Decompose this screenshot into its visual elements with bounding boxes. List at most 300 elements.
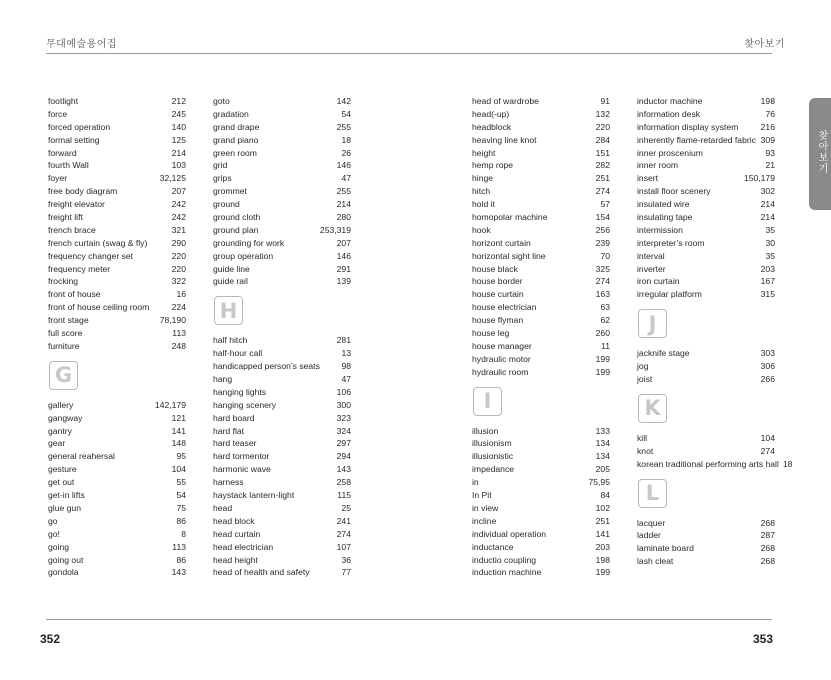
index-entry xyxy=(213,198,351,211)
entry-page: 141 xyxy=(595,528,610,539)
index-entry xyxy=(48,476,186,489)
index-entry xyxy=(48,121,186,134)
index-entry xyxy=(637,224,775,237)
index-entry xyxy=(48,301,186,314)
index-entry xyxy=(213,399,351,412)
index-entry xyxy=(637,95,775,108)
entry-term: going out xyxy=(48,554,84,565)
entry-term: house leg xyxy=(472,328,510,339)
entry-term: illusionism xyxy=(472,438,512,449)
entry-term: jacknife stage xyxy=(637,348,690,359)
entry-term: hanging lights xyxy=(213,386,267,397)
entry-term: illusion xyxy=(472,425,499,436)
entry-term: frequency changer set xyxy=(48,250,134,261)
index-entry xyxy=(213,360,351,373)
entry-page: 57 xyxy=(600,199,610,210)
index-entry xyxy=(213,515,351,528)
index-entry xyxy=(637,108,775,121)
index-entry xyxy=(48,450,186,463)
index-entry xyxy=(213,528,351,541)
entry-term: head of wardrobe xyxy=(472,96,539,106)
entry-term: insulating tape xyxy=(637,212,693,223)
entry-term: hard tormentor xyxy=(213,451,270,462)
index-entry xyxy=(213,437,351,450)
entry-term: hinge xyxy=(472,173,494,184)
entry-page: 98 xyxy=(341,361,351,372)
index-entry xyxy=(637,445,775,458)
entry-page: 214 xyxy=(760,199,775,210)
index-entry xyxy=(472,489,610,502)
index-entry xyxy=(637,147,775,160)
entry-term: incline xyxy=(472,515,497,526)
entry-page: 245 xyxy=(171,108,186,119)
index-entry xyxy=(637,159,775,172)
entry-page: 78,190 xyxy=(159,315,186,326)
index-entry xyxy=(472,237,610,250)
entry-page: 102 xyxy=(595,502,610,513)
entry-term: footlight xyxy=(48,96,79,106)
index-entry xyxy=(213,347,351,360)
index-entry xyxy=(472,288,610,301)
index-entry xyxy=(213,463,351,476)
entry-page: 163 xyxy=(595,289,610,300)
index-entry xyxy=(637,517,775,530)
entry-term: ground cloth xyxy=(213,212,261,223)
entry-term: hook xyxy=(472,224,491,235)
index-entry xyxy=(213,250,351,263)
index-entry xyxy=(48,224,186,237)
index-entry xyxy=(48,159,186,172)
index-entry xyxy=(472,198,610,211)
index-entry xyxy=(213,541,351,554)
entry-page: 282 xyxy=(595,160,610,171)
index-entry xyxy=(637,172,775,185)
entry-page: 93 xyxy=(765,147,775,158)
entry-page: 47 xyxy=(341,374,351,385)
index-entry xyxy=(472,353,610,366)
index-entry xyxy=(472,463,610,476)
entry-term: green room xyxy=(213,147,257,158)
entry-page: 274 xyxy=(595,276,610,287)
entry-page: 321 xyxy=(171,224,186,235)
entry-page: 121 xyxy=(171,412,186,423)
entry-term: gear xyxy=(48,438,66,449)
entry-page: 154 xyxy=(595,212,610,223)
entry-term: inherently flame-retarded fabric xyxy=(637,134,756,145)
entry-page: 84 xyxy=(600,490,610,501)
index-entry xyxy=(213,224,351,237)
entry-page: 205 xyxy=(595,464,610,475)
index-entry xyxy=(213,95,351,108)
entry-page: 207 xyxy=(171,186,186,197)
index-entry xyxy=(472,159,610,172)
section-letter-l: L xyxy=(638,479,667,508)
entry-term: hard teaser xyxy=(213,438,257,449)
entry-term: korean traditional performing arts hall xyxy=(637,458,779,469)
entry-page: 309 xyxy=(760,134,775,145)
entry-page: 76 xyxy=(765,108,775,119)
entry-page: 268 xyxy=(760,556,775,567)
index-entry xyxy=(637,373,775,386)
entry-term: knot xyxy=(637,445,654,456)
entry-page: 36 xyxy=(341,554,351,565)
entry-page: 258 xyxy=(336,477,351,488)
index-entry xyxy=(637,555,775,568)
index-entry xyxy=(472,515,610,528)
index-column-1 xyxy=(48,95,186,579)
index-entry xyxy=(213,172,351,185)
index-entry xyxy=(48,541,186,554)
entry-page: 113 xyxy=(172,541,186,552)
entry-page: 142 xyxy=(336,96,351,106)
entry-term: hanging scenery xyxy=(213,399,277,410)
entry-page: 167 xyxy=(760,276,775,287)
index-entry xyxy=(48,502,186,515)
entry-term: inductance xyxy=(472,541,514,552)
index-column-3 xyxy=(472,95,610,579)
entry-page: 203 xyxy=(595,541,610,552)
entry-term: horizont curtain xyxy=(472,237,531,248)
entry-term: ladder xyxy=(637,530,661,541)
entry-term: head curtain xyxy=(213,528,261,539)
index-entry xyxy=(637,432,775,445)
page-number-left: 352 xyxy=(40,632,61,646)
index-entry xyxy=(48,108,186,121)
entry-term: height xyxy=(472,147,496,158)
entry-term: house curtain xyxy=(472,289,524,300)
index-entry xyxy=(637,347,775,360)
entry-term: house black xyxy=(472,263,518,274)
entry-term: gradation xyxy=(213,108,249,119)
entry-term: homopolar machine xyxy=(472,212,548,223)
entry-page: 115 xyxy=(337,490,351,501)
entry-page: 255 xyxy=(336,186,351,197)
entry-page: 148 xyxy=(171,438,186,449)
section-letter-k: K xyxy=(638,394,667,423)
entry-term: hold it xyxy=(472,199,495,210)
entry-term: grid xyxy=(213,160,228,171)
index-entry xyxy=(472,425,610,438)
index-entry xyxy=(472,263,610,276)
entry-page: 290 xyxy=(171,237,186,248)
entry-term: in view xyxy=(472,502,499,513)
index-entry xyxy=(472,211,610,224)
entry-term: frocking xyxy=(48,276,79,287)
index-entry xyxy=(48,95,186,108)
entry-term: ground xyxy=(213,199,240,210)
index-entry xyxy=(48,327,186,340)
entry-page: 62 xyxy=(600,315,610,326)
entry-term: go xyxy=(48,515,58,526)
index-entry xyxy=(472,185,610,198)
index-entry xyxy=(48,489,186,502)
index-entry xyxy=(472,134,610,147)
entry-page: 107 xyxy=(336,541,351,552)
entry-page: 224 xyxy=(171,302,186,313)
entry-term: formal setting xyxy=(48,134,100,145)
index-entry xyxy=(637,275,775,288)
index-entry xyxy=(637,198,775,211)
index-column-2 xyxy=(213,95,351,579)
index-entry xyxy=(637,134,775,147)
entry-page: 47 xyxy=(341,173,351,184)
entry-page: 55 xyxy=(176,477,186,488)
entry-page: 13 xyxy=(341,348,351,359)
entry-term: french brace xyxy=(48,224,96,235)
entry-term: head height xyxy=(213,554,258,565)
entry-page: 103 xyxy=(171,160,186,171)
index-entry xyxy=(637,360,775,373)
entry-page: 260 xyxy=(595,328,610,339)
entry-page: 251 xyxy=(595,515,610,526)
index-entry xyxy=(637,458,793,471)
entry-term: guide rail xyxy=(213,276,248,287)
entry-term: irregular platform xyxy=(637,289,702,300)
entry-page: 151 xyxy=(595,147,610,158)
entry-term: heaving line knot xyxy=(472,134,537,145)
index-entry xyxy=(472,172,610,185)
entry-page: 104 xyxy=(760,432,775,443)
entry-page: 113 xyxy=(172,328,186,339)
index-entry xyxy=(472,275,610,288)
entry-term: hang xyxy=(213,374,233,385)
entry-term: inductio coupling xyxy=(472,554,537,565)
entry-term: hydraulic room xyxy=(472,366,529,377)
entry-page: 16 xyxy=(176,289,186,300)
index-entry xyxy=(213,237,351,250)
entry-page: 303 xyxy=(760,348,775,359)
entry-page: 54 xyxy=(176,490,186,501)
entry-term: head electrician xyxy=(213,541,274,552)
entry-page: 242 xyxy=(171,212,186,223)
entry-page: 199 xyxy=(595,353,610,364)
index-entry xyxy=(48,437,186,450)
entry-term: gantry xyxy=(48,425,72,436)
index-entry xyxy=(472,108,610,121)
entry-term: hard board xyxy=(213,412,255,423)
entry-term: harmonic wave xyxy=(213,464,271,475)
entry-page: 274 xyxy=(760,445,775,456)
index-entry xyxy=(213,211,351,224)
index-entry xyxy=(213,412,351,425)
entry-term: front stage xyxy=(48,315,89,326)
entry-term: interpreter’s room xyxy=(637,237,705,248)
entry-page: 30 xyxy=(765,237,775,248)
entry-page: 18 xyxy=(341,134,351,145)
entry-term: general reahersal xyxy=(48,451,115,462)
entry-page: 132 xyxy=(595,108,610,119)
entry-term: forced operation xyxy=(48,121,111,132)
index-entry xyxy=(472,95,610,108)
entry-page: 220 xyxy=(171,250,186,261)
entry-term: inner proscenium xyxy=(637,147,703,158)
index-entry xyxy=(472,528,610,541)
index-column-4 xyxy=(637,95,793,568)
entry-term: ground plan xyxy=(213,224,259,235)
entry-page: 18 xyxy=(782,458,793,469)
entry-term: insert xyxy=(637,173,659,184)
entry-page: 86 xyxy=(176,515,186,526)
entry-page: 268 xyxy=(760,543,775,554)
entry-term: freight lift xyxy=(48,212,83,223)
entry-term: hard flat xyxy=(213,425,245,436)
index-entry xyxy=(48,515,186,528)
index-entry xyxy=(637,542,775,555)
index-entry xyxy=(213,263,351,276)
running-header-right: 찾아보기 xyxy=(744,39,785,50)
index-entry xyxy=(472,450,610,463)
index-entry xyxy=(213,147,351,160)
entry-page: 266 xyxy=(760,374,775,385)
entry-term: frequency meter xyxy=(48,263,111,274)
entry-page: 212 xyxy=(171,96,186,106)
entry-page: 133 xyxy=(595,425,610,436)
index-entry xyxy=(637,211,775,224)
entry-page: 140 xyxy=(171,121,186,132)
index-entry xyxy=(48,237,186,250)
index-entry xyxy=(637,237,775,250)
entry-term: information display system xyxy=(637,121,739,132)
entry-page: 220 xyxy=(595,121,610,132)
index-entry xyxy=(48,147,186,160)
entry-term: horizontal sight line xyxy=(472,250,546,261)
entry-page: 146 xyxy=(336,250,351,261)
entry-page: 324 xyxy=(336,425,351,436)
entry-term: lacquer xyxy=(637,517,666,528)
index-entry xyxy=(48,172,186,185)
entry-term: impedance xyxy=(472,464,515,475)
entry-term: laminate board xyxy=(637,543,694,554)
index-entry xyxy=(213,334,351,347)
entry-term: get out xyxy=(48,477,75,488)
entry-page: 75,95 xyxy=(588,477,610,488)
entry-page: 274 xyxy=(595,186,610,197)
entry-term: go! xyxy=(48,528,60,539)
entry-page: 323 xyxy=(336,412,351,423)
index-entry xyxy=(48,185,186,198)
entry-page: 198 xyxy=(595,554,610,565)
entry-page: 239 xyxy=(595,237,610,248)
entry-term: house manager xyxy=(472,340,532,351)
entry-term: goto xyxy=(213,96,230,106)
entry-page: 306 xyxy=(760,361,775,372)
index-entry xyxy=(213,386,351,399)
entry-page: 75 xyxy=(176,502,186,513)
entry-page: 300 xyxy=(336,399,351,410)
entry-page: 253,319 xyxy=(319,224,351,235)
index-entry xyxy=(213,373,351,386)
index-entry xyxy=(213,476,351,489)
entry-term: information desk xyxy=(637,108,701,119)
entry-page: 284 xyxy=(595,134,610,145)
entry-term: furniture xyxy=(48,340,80,351)
entry-page: 214 xyxy=(171,147,186,158)
entry-page: 70 xyxy=(600,250,610,261)
index-entry xyxy=(48,463,186,476)
entry-term: gallery xyxy=(48,399,74,410)
entry-term: half-hour call xyxy=(213,348,263,359)
index-entry xyxy=(472,250,610,263)
index-entry xyxy=(472,147,610,160)
entry-term: head of health and safety xyxy=(213,567,310,578)
entry-term: intermission xyxy=(637,224,683,235)
index-entry xyxy=(48,340,186,353)
entry-page: 8 xyxy=(181,528,186,539)
entry-term: going xyxy=(48,541,70,552)
entry-page: 198 xyxy=(760,96,775,106)
index-entry xyxy=(637,185,775,198)
entry-term: house border xyxy=(472,276,523,287)
entry-page: 125 xyxy=(171,134,186,145)
index-entry xyxy=(213,134,351,147)
entry-page: 139 xyxy=(336,276,351,287)
index-entry xyxy=(637,121,775,134)
index-entry xyxy=(48,566,186,579)
index-entry xyxy=(472,340,610,353)
index-entry xyxy=(48,399,186,412)
entry-term: headblock xyxy=(472,121,512,132)
section-letter-j: J xyxy=(638,309,667,338)
entry-term: full score xyxy=(48,328,83,339)
index-side-tab xyxy=(809,98,831,210)
entry-term: head xyxy=(213,502,233,513)
entry-page: 322 xyxy=(171,276,186,287)
entry-term: iron curtain xyxy=(637,276,680,287)
entry-term: inner room xyxy=(637,160,679,171)
entry-term: hydraulic motor xyxy=(472,353,531,364)
index-entry xyxy=(213,489,351,502)
entry-page: 291 xyxy=(336,263,351,274)
index-entry xyxy=(213,554,351,567)
index-entry xyxy=(472,314,610,327)
entry-page: 143 xyxy=(171,567,186,578)
entry-term: inverter xyxy=(637,263,666,274)
entry-term: inductor machine xyxy=(637,96,703,106)
entry-term: In Pit xyxy=(472,490,492,501)
entry-term: house electrician xyxy=(472,302,537,313)
entry-page: 35 xyxy=(765,224,775,235)
index-entry xyxy=(472,541,610,554)
entry-page: 143 xyxy=(336,464,351,475)
entry-page: 294 xyxy=(336,451,351,462)
index-entry xyxy=(213,425,351,438)
index-entry xyxy=(213,185,351,198)
entry-term: jog xyxy=(637,361,649,372)
entry-term: house flyman xyxy=(472,315,524,326)
entry-page: 297 xyxy=(336,438,351,449)
section-letter-h: H xyxy=(214,296,243,325)
entry-page: 77 xyxy=(341,567,351,578)
entry-page: 274 xyxy=(336,528,351,539)
entry-term: individual operation xyxy=(472,528,547,539)
entry-term: lash cleat xyxy=(637,556,674,567)
entry-page: 199 xyxy=(595,366,610,377)
entry-term: french curtain (swag & fly) xyxy=(48,237,148,248)
entry-page: 142,179 xyxy=(154,399,186,410)
entry-term: grips xyxy=(213,173,232,184)
entry-term: handicapped person’s seats xyxy=(213,361,320,372)
entry-page: 150,179 xyxy=(743,173,775,184)
entry-term: front of house xyxy=(48,289,101,300)
entry-term: gangway xyxy=(48,412,83,423)
entry-page: 207 xyxy=(336,237,351,248)
footer-rule xyxy=(46,619,772,620)
entry-term: install floor scenery xyxy=(637,186,711,197)
entry-term: group operation xyxy=(213,250,274,261)
entry-term: hitch xyxy=(472,186,491,197)
section-letter-g: G xyxy=(49,361,78,390)
index-entry xyxy=(48,288,186,301)
